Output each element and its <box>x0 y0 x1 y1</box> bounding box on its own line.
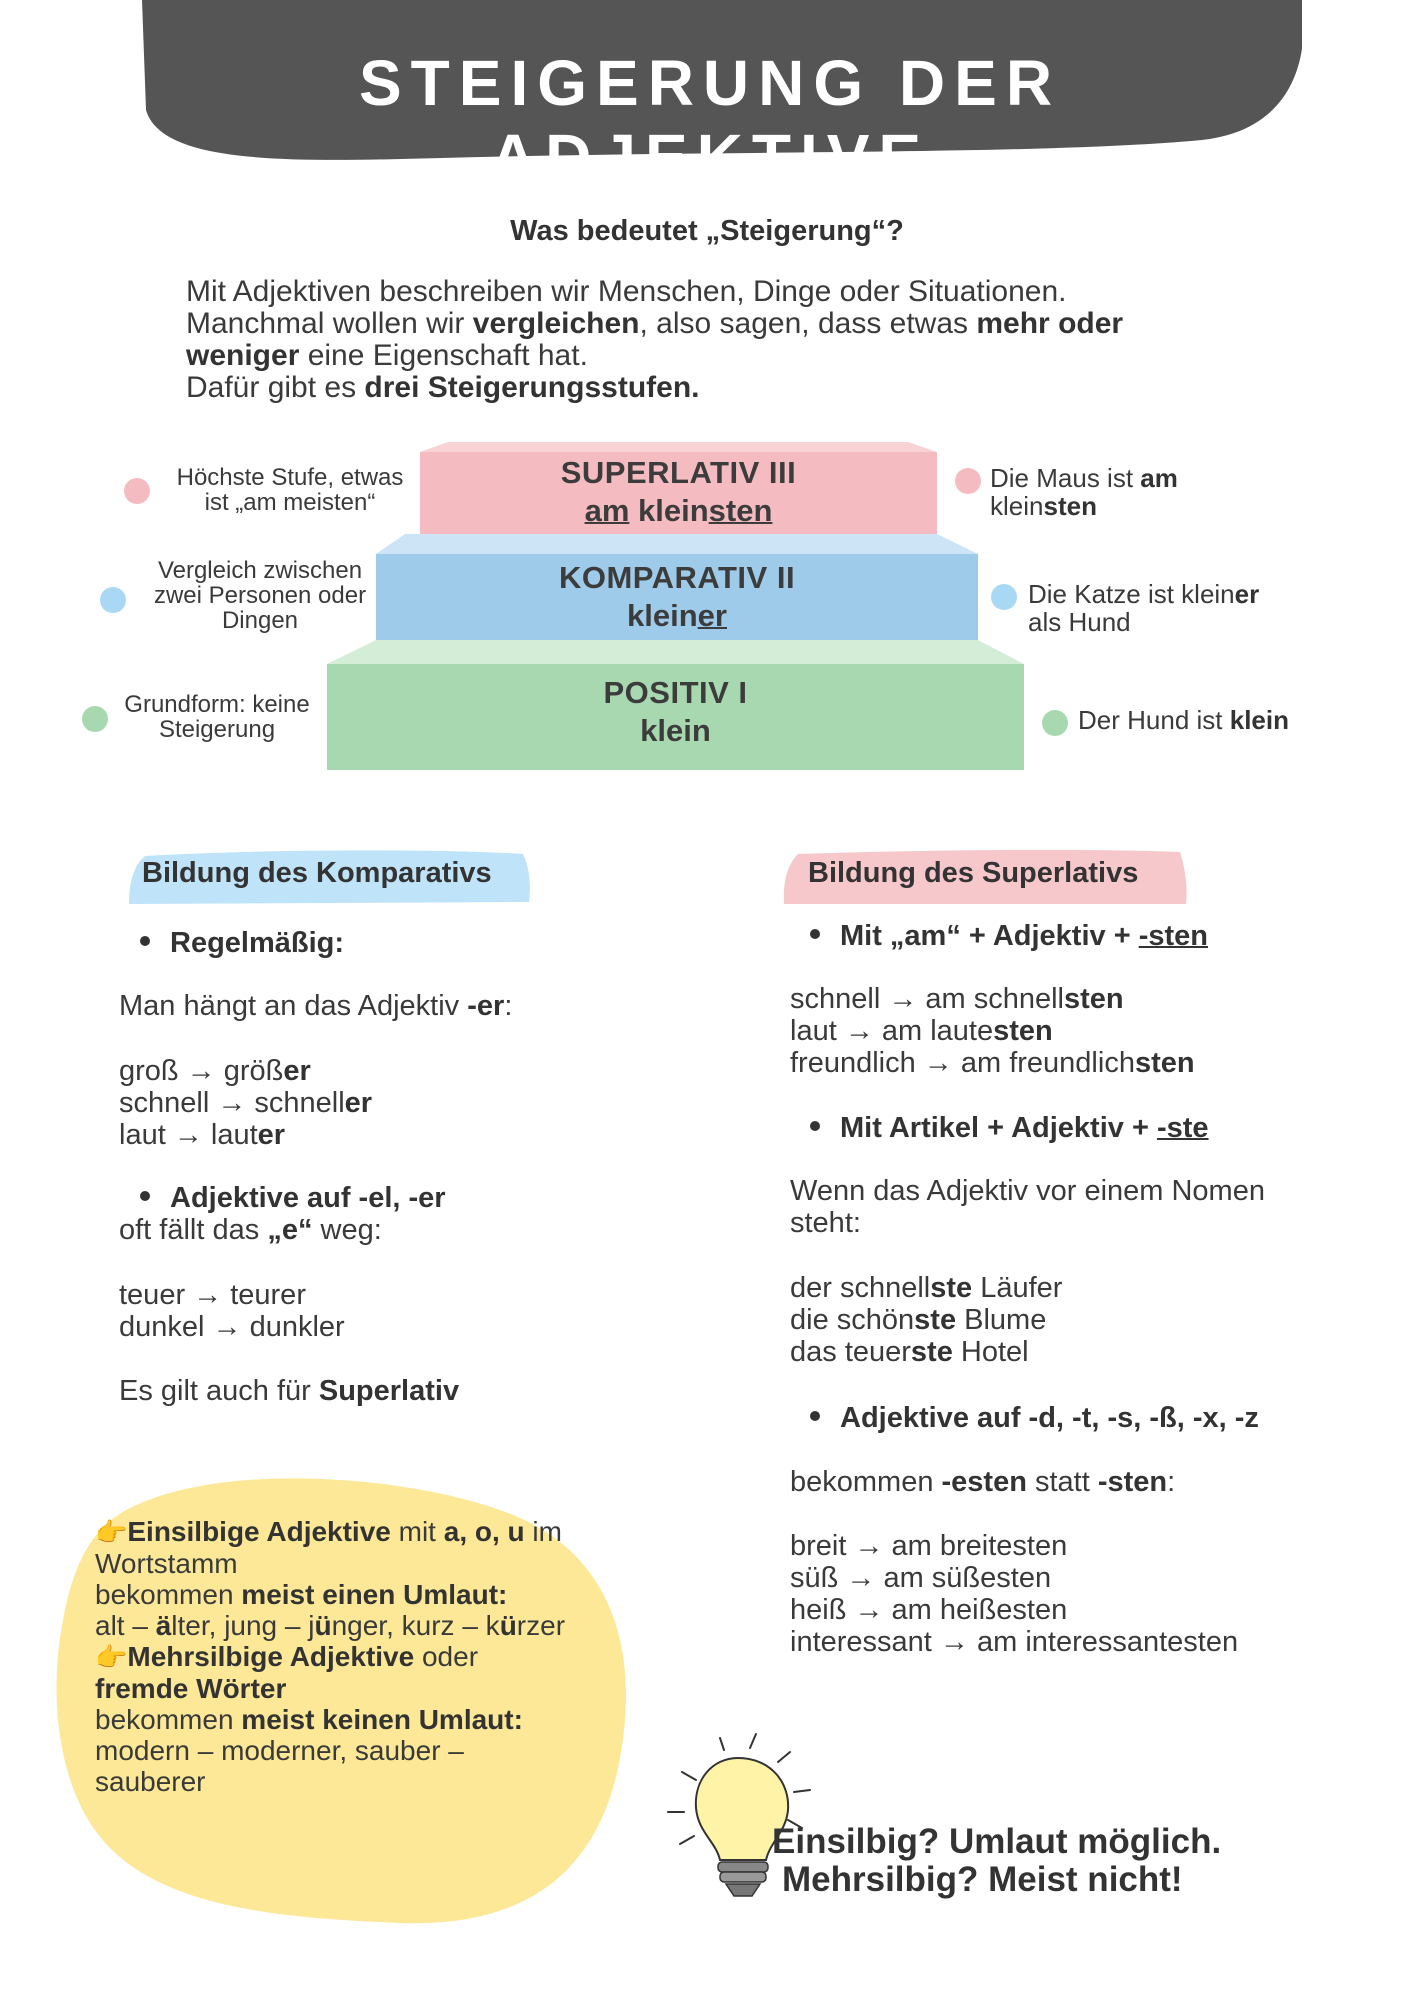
komparativ-example-dot <box>991 584 1017 610</box>
superlativ-description: Höchste Stufe, etwas ist „am meisten“ <box>176 464 404 516</box>
superlativ-bullet-am: Mit „am“ + Adjektiv + -sten <box>810 920 1208 953</box>
positiv-step-top <box>327 640 1024 664</box>
superlativ-examples-artikel: der schnellste Läufer die schönste Blume das teuerste Hotel <box>790 1272 1063 1368</box>
komparativ-e-drop: oft fällt das „e“ weg: <box>119 1214 382 1246</box>
pointing-hand-icon: 👉 <box>95 1517 128 1547</box>
pointing-hand-icon: 👉 <box>95 1642 128 1672</box>
superlativ-examples-am: schnell → am schnellsten laut → am lautesten freundlich → am freundlichsten <box>790 983 1195 1079</box>
komparativ-bullet-el-er: Adjektive auf -el, -er <box>140 1182 446 1215</box>
komparativ-bullet-regular: Regelmäßig: <box>140 927 344 960</box>
komparativ-dot <box>100 587 126 613</box>
superlativ-noun-rule: Wenn das Adjektiv vor einem Nomen steht: <box>790 1175 1265 1239</box>
umlaut-tip: 👉Einsilbige Adjektive mit a, o, u im Wortstamm bekommen meist einen Umlaut: alt – älter, jung – jünger, kurz – kürzer 👉Mehrsilbige Adjektive oder fremde Wörter bekommen meist keinen Umlaut: modern – moderner, sauber – sauberer <box>95 1516 566 1797</box>
komparativ-also-superlativ: Es gilt auch für Superlativ <box>119 1375 460 1407</box>
superlativ-step-top <box>420 442 937 452</box>
positiv-dot <box>82 706 108 732</box>
komparativ-section-title: Bildung des Komparativs <box>142 857 492 889</box>
positiv-example-dot <box>1042 710 1068 736</box>
komparativ-examples-regular: groß → größer schnell → schneller laut → lauter <box>119 1055 373 1151</box>
komparativ-description: Vergleich zwischen zwei Personen oder Dingen <box>153 557 367 634</box>
komparativ-examples-el-er: teuer → teurer dunkel → dunkler <box>119 1279 345 1343</box>
positiv-description: Grundform: keine Steigerung <box>124 691 310 743</box>
intro-question: Was bedeutet „Steigerung“? <box>510 215 904 247</box>
summary-slogan: Einsilbig? Umlaut möglich. Mehrsilbig? Meist nicht! <box>772 1822 1222 1899</box>
superlativ-dot <box>124 478 150 504</box>
komparativ-rule: Man hängt an das Adjektiv -er: <box>119 990 513 1022</box>
superlativ-section-title: Bildung des Superlativs <box>808 857 1139 889</box>
positiv-label: POSITIV I klein <box>603 675 748 748</box>
komparativ-label: KOMPARATIV II kleiner <box>558 560 796 633</box>
intro-paragraph: Mit Adjektiven beschreiben wir Menschen, Dinge oder Situationen. Manchmal wollen wir vergleichen, also sagen, dass etwas mehr oder weniger eine Eigenschaft hat. Dafür gibt es drei Steigerungsstufen. <box>186 275 1124 404</box>
superlativ-example-dot <box>955 468 981 494</box>
superlativ-esten-rule: bekommen -esten statt -sten: <box>790 1466 1176 1498</box>
komparativ-step-top <box>376 534 978 554</box>
superlativ-label: SUPERLATIV III am kleinsten <box>560 455 797 528</box>
superlativ-bullet-artikel: Mit Artikel + Adjektiv + -ste <box>810 1112 1209 1145</box>
superlativ-example: Die Maus ist am kleinsten <box>990 463 1178 521</box>
komparativ-example: Die Katze ist kleiner als Hund <box>1028 579 1260 637</box>
superlativ-examples-esten: breit → am breitesten süß → am süßesten heiß → am heißesten interessant → am interessantesten <box>790 1530 1239 1658</box>
page-title: STEIGERUNG DER ADJEKTIVE <box>358 47 1062 193</box>
superlativ-bullet-esten: Adjektive auf -d, -t, -s, -ß, -x, -z <box>810 1402 1259 1435</box>
positiv-example: Der Hund ist klein <box>1078 705 1289 735</box>
